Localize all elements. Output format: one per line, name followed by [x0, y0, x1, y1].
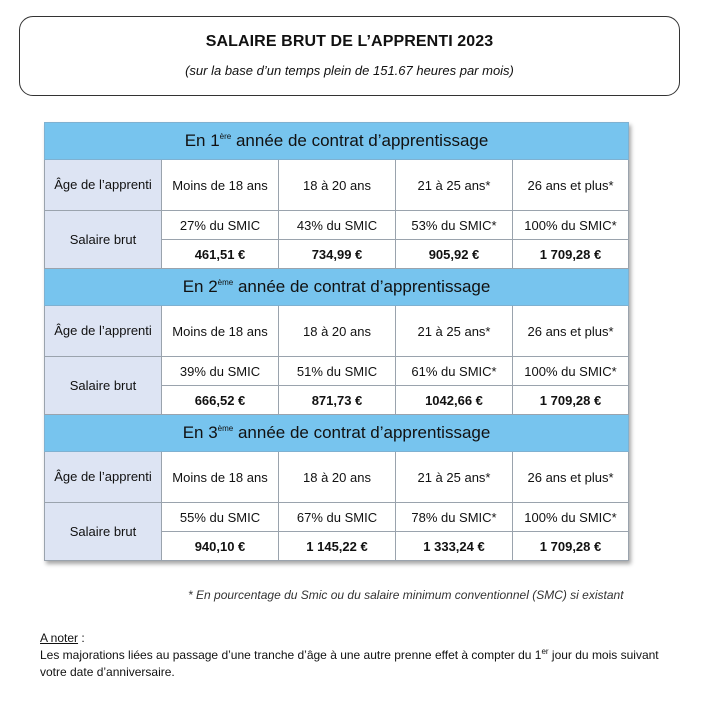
age-cell: Moins de 18 ans: [162, 306, 279, 357]
note-text: [40, 647, 680, 681]
amount-cell: 1 709,28 €: [513, 532, 629, 561]
year-header: [45, 123, 629, 160]
age-row: [45, 160, 629, 211]
percent-cell: 67% du SMIC: [279, 503, 396, 532]
note-heading: [40, 630, 680, 647]
note-text-before: Les majorations liées au passage d’une tranche d’âge à une autre prenne effet à compter du 1: [40, 648, 542, 662]
page-title: SALAIRE BRUT DE L’APPRENTI 2023: [205, 33, 494, 50]
year-header: [45, 415, 629, 452]
age-label-cell: Âge de l’apprenti: [45, 160, 162, 211]
salary-label-cell: Salaire brut: [45, 211, 162, 269]
percent-cell: 43% du SMIC: [279, 211, 396, 240]
note-label-suffix: :: [78, 631, 85, 645]
year-header-row: [45, 269, 629, 306]
percent-cell: 100% du SMIC*: [513, 503, 629, 532]
percent-cell: 78% du SMIC*: [396, 503, 513, 532]
percent-cell: 51% du SMIC: [279, 357, 396, 386]
amount-cell: 461,51 €: [162, 240, 279, 269]
amount-cell: 1042,66 €: [396, 386, 513, 415]
year-header: [45, 269, 629, 306]
year-header-suffix: année de contrat d’apprentissage: [233, 423, 491, 442]
age-cell: 21 à 25 ans*: [396, 160, 513, 211]
age-cell: 26 ans et plus*: [513, 452, 629, 503]
year-header-suffix: année de contrat d’apprentissage: [231, 131, 489, 150]
age-cell: 26 ans et plus*: [513, 160, 629, 211]
year-header-ordinal: ème: [217, 424, 234, 433]
age-row: [45, 306, 629, 357]
percent-row: [45, 357, 629, 386]
amount-cell: 1 333,24 €: [396, 532, 513, 561]
percent-row: [45, 211, 629, 240]
percent-row: [45, 503, 629, 532]
page-subtitle: (sur la base d’un temps plein de 151.67 heures par mois): [185, 63, 514, 78]
year-header-row: [45, 123, 629, 160]
salary-label-cell: Salaire brut: [45, 357, 162, 415]
age-cell: 26 ans et plus*: [513, 306, 629, 357]
salary-label-cell: Salaire brut: [45, 503, 162, 561]
year-header-prefix: En 2: [182, 277, 218, 296]
year-header-prefix: En 3: [182, 423, 218, 442]
percent-cell: 55% du SMIC: [162, 503, 279, 532]
age-cell: Moins de 18 ans: [162, 452, 279, 503]
age-cell: 18 à 20 ans: [279, 452, 396, 503]
age-cell: 18 à 20 ans: [279, 306, 396, 357]
percent-cell: 39% du SMIC: [162, 357, 279, 386]
percent-cell: 53% du SMIC*: [396, 211, 513, 240]
amount-cell: 1 709,28 €: [513, 240, 629, 269]
amount-cell: 1 145,22 €: [279, 532, 396, 561]
amount-cell: 940,10 €: [162, 532, 279, 561]
note-text-after: jour du mois suivant votre date d’anniversaire.: [40, 648, 659, 679]
age-row: [45, 452, 629, 503]
amount-cell: 1 709,28 €: [513, 386, 629, 415]
year-header-row: [45, 415, 629, 452]
note-block: [40, 630, 680, 681]
note-ordinal: er: [541, 647, 549, 656]
age-cell: 18 à 20 ans: [279, 160, 396, 211]
year-header-ordinal: ème: [217, 278, 234, 287]
title-box: [19, 16, 680, 96]
year-header-suffix: année de contrat d’apprentissage: [233, 277, 491, 296]
age-label-cell: Âge de l’apprenti: [45, 452, 162, 503]
amount-cell: 666,52 €: [162, 386, 279, 415]
percent-cell: 100% du SMIC*: [513, 211, 629, 240]
year-header-ordinal: ère: [219, 132, 232, 141]
salary-table: [44, 122, 629, 561]
year-header-prefix: En 1: [184, 131, 220, 150]
percent-cell: 27% du SMIC: [162, 211, 279, 240]
age-cell: Moins de 18 ans: [162, 160, 279, 211]
percent-cell: 61% du SMIC*: [396, 357, 513, 386]
amount-cell: 734,99 €: [279, 240, 396, 269]
age-cell: 21 à 25 ans*: [396, 306, 513, 357]
age-label-cell: Âge de l’apprenti: [45, 306, 162, 357]
amount-cell: 905,92 €: [396, 240, 513, 269]
footnote: * En pourcentage du Smic ou du salaire minimum conventionnel (SMC) si existant: [188, 588, 624, 602]
age-cell: 21 à 25 ans*: [396, 452, 513, 503]
percent-cell: 100% du SMIC*: [513, 357, 629, 386]
note-label: A noter: [40, 631, 79, 645]
amount-cell: 871,73 €: [279, 386, 396, 415]
